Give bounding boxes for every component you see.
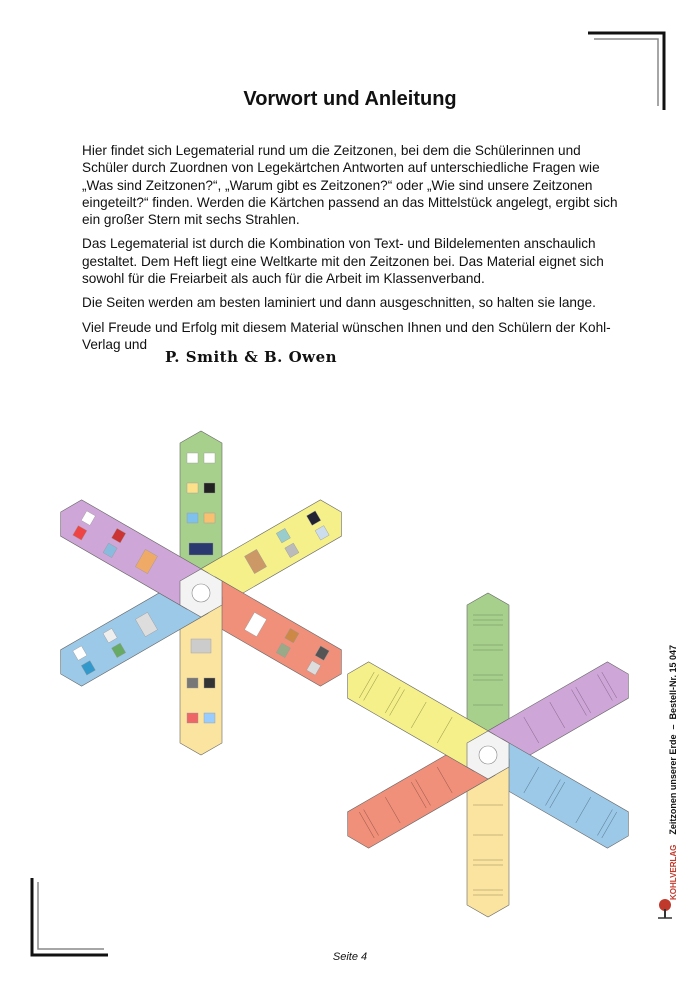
star-center-clock	[192, 584, 210, 602]
star-text-side	[337, 593, 639, 917]
paragraph: Die Seiten werden am besten laminiert und dann ausgeschnitten, so halten sie lange.	[82, 295, 596, 311]
author-signature: P. Smith & B. Owen	[165, 348, 338, 366]
intro-text	[82, 142, 620, 360]
sidebar-series-info	[668, 645, 678, 900]
star-illustrations	[60, 425, 660, 925]
page-number: Seite 4	[332, 951, 368, 963]
publisher-logo-icon	[654, 898, 676, 920]
paragraph: Das Legematerial ist durch die Kombination von Text- und Bildelementen anschaulich gestaltet. Dem Heft liegt eine Weltkarte mit den Zeitzonen bei. Das Material eignet sich sowohl für die Freiarbeit als auch für die Arbeit im Klassenverband.	[82, 236, 604, 287]
paragraph: Hier findet sich Legematerial rund um die Zeitzonen, bei dem die Schülerinnen und Schüler durch Zuordnen von Legekärtchen Antworten auf unterschiedliche Fragen wie „Was sind Zeitzonen?“, „Warum gibt es Zeitzonen?“ oder „Wie sind unsere Zeitzonen eingeteilt?“ finden. Werden die Kärtchen passend an das Mittelstück angelegt, ergibt sich ein großer Stern mit sechs Strahlen.	[82, 143, 618, 228]
separator: –	[668, 724, 678, 730]
star-picture-side	[60, 431, 352, 755]
order-number: Bestell-Nr. 15 047	[668, 644, 678, 720]
page-title: Vorwort und Anleitung	[243, 88, 457, 110]
book-title: Zeitzonen unserer Erde	[668, 734, 678, 835]
paragraph: Viel Freude und Erfolg mit diesem Material wünschen Ihnen und den Schülern der Kohl-Verlag und	[82, 319, 611, 352]
publisher-logo-text: KOHLVERLAG	[669, 844, 678, 900]
